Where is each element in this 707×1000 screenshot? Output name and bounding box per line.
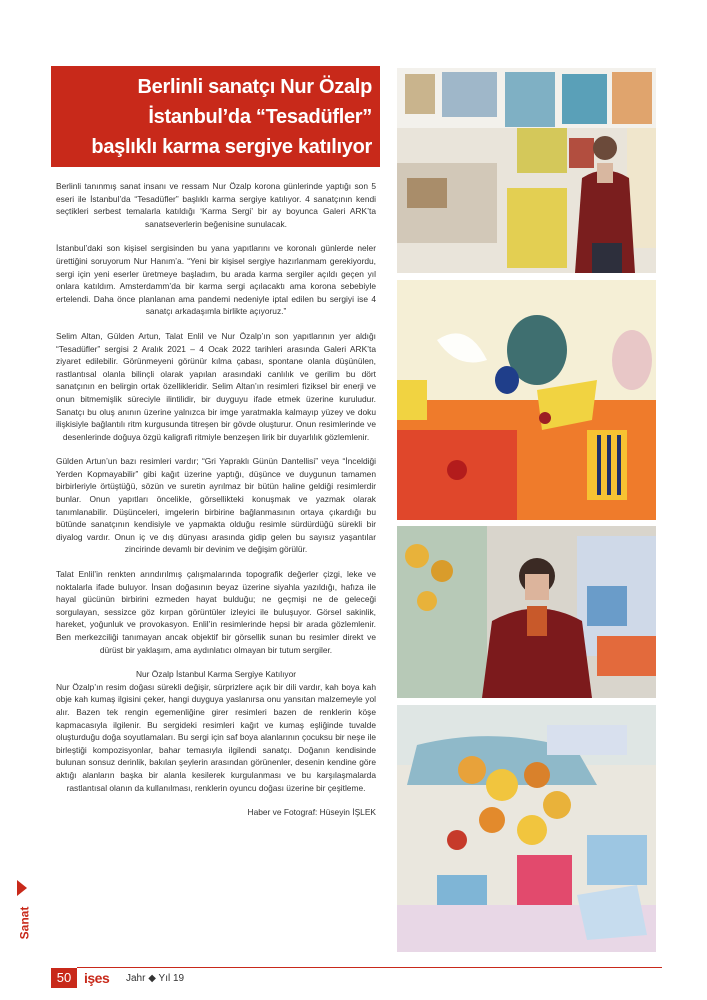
issue-info: Jahr ◆ Yıl 19 <box>126 973 185 984</box>
headline-line-3: başlıklı karma sergiye katılıyor <box>91 135 372 158</box>
paragraph-talat-enlil: Talat Enlil’in renkten arındırılmış çalışmalarında topografik değerler çizgi, leke ve noktalarla ifade buluyor. İnsan doğasının beyaz üzerine siyahla yazıldığı, hafıza ile hayal gücünün birbirini ezmeden hayat bulduğu; ne geçmişi ne de geleceği sorgulayan, sessizce göz kırpan görüntüler izleyici ile buluşuyor. Görsel sakinlik, hareket, yoğunluk ve provokasyon. Enlil’in resimlerinde hepsi bir arada gözlemlenir. Ben merkezciliği tanımayan ancak objektif bir görsellik sunan bu resimler direkt ve dürüst bir yaklaşım, ama aydınlatıcı olmayan bir tutum sergiler. <box>56 569 376 655</box>
magazine-logo: işes <box>84 970 110 986</box>
photo-painting-abstract <box>397 280 656 520</box>
paragraph-intro: Berlinli tanınmış sanat insanı ve ressam Nur Özalp korona günlerinde yaptığı son 5 eseri ile İstanbul’da “Tesadüfler” başlıklı karma sergiye katılıyor. 4 sanatçının kendi seçtikleri serbest temalarla katıldığı ‘Karma Sergi’ bir ay boyunca Galeri ARK’ta sanatseverlerin beğenisine sunulacak. <box>56 181 376 229</box>
article-body <box>56 180 376 831</box>
sidebar-arrow-icon <box>17 880 27 896</box>
footer-rule <box>77 967 662 968</box>
paragraph-nur-ozalp: Nur Özalp’ın resim doğası sürekli değişir, sürprizlere açık bir dili vardır, kah boya kah obje kah kumaş ilgisini çeker, hangi duyguya yaslanırsa onu yansıtan malzemeyle yol alır. Bazen tek rengin egemenliğine girer resimleri bazen de renklerin köşe kapmacasıyla ilgilenir. Bu sergideki resimleri kağıt ve kumaş eşliğinde tuvalde oluşturduğu doğa soyutlamaları. Bu sergi için saf boya alanlarının çocuksu bir neşe ile birleştiği kompozisyonlar, bahar temasıyla ilgilendi sanatçı. Doğanın kendisinde bulunan sonsuz derinlik, bakılan şeylerin arasından görünenler, desenin kendine göre aktığı alanların başka bir alanla kesilerek kurgulanması ve bu karşılaşmalarda rastlantısal olanın da kullanılması, renklerin oyuncu doğası üzerine bir çeşitleme. <box>56 681 376 793</box>
section-label: Sanat <box>17 906 32 940</box>
paragraph-exhibition: Selim Altan, Gülden Artun, Talat Enlil ve Nur Özalp’ın son yapıtlarının yer aldığı “Tesadüfler” sergisi 2 Aralık 2021 – 4 Ocak 2022 tarihleri arasında Galeri ARK’ta ziyaret edilebilir. Görünmeyeni görünür kılma çabası, spontane olanla düşünülen, rastlantısal olanla bilinçli olarak yapılan arasındaki canlılık ve gerilim bu dört sanatçının en belirgin ortak özellikleridir. Selim Altan’ın resimleri fiziksel bir enerji ve onun bitmemişlik süreciyle ilintilidir, bir duyguyu ifade etmek üzerine kuruludur. Sanatçı bu oluş anının üzerine yalnızca bir imge yaratmakla kalmayıp yüzey ve doku ilişkisiyle bağlantılı ritm kurgusunda titreşen bir gövde oluşturur. Onun resimlerinde ve desenlerinde doğuya özgü kaligrafi ritmiyle benzeşen lirik bir duyarlılık gözlemlenir. <box>56 330 376 442</box>
headline-line-1: Berlinli sanatçı Nur Özalp <box>137 75 372 98</box>
headline-banner <box>51 66 380 167</box>
photo-artist-studio <box>397 68 656 273</box>
paragraph-interview: İstanbul’daki son kişisel sergisinden bu yana yapıtlarını ve koronalı günlerde neler ürettiğini soruyorum Nur Hanım’a. “Yeni bir kişisel sergiye hazırlanmam gerekiyordu, sergi için yeni eserler üretmeye başladım, bu arada karma sergiler açıldı geçen yıl onlara katıldım. Amsterdamm’da bir karma sergi açılacaktı ama korona sebebiyle ertelendi. Daha önce planlanan ama pandemi nedeniyle iptal edilen bu sergiyi ise 4 sanatçı arkadaşımla birlikte açıyoruz.” <box>56 243 376 317</box>
photo-credit: Haber ve Fotograf: Hüseyin İŞLEK <box>247 807 376 818</box>
photo-painting-sunflowers <box>397 705 656 952</box>
paragraph-gulden-artun: Gülden Artun’un bazı resimleri vardır; “Gri Yapraklı Günün Dantellisi” veya “İnceldiği Yerden Kopmayabilir” gibi kağıt üzerine yaptığı, düşünce ve duygunun tamamen birbirleriyle örtüştüğü, sözün ve suretin ayrılmaz bir bütün haline geldiği resimlerdir bunlar. Onun yapıtları öncelikle, görsellikteki konuşmak ve yazmak olarak tanımlanabilir. Düşünceleri, imgelerin birbirine bağlanmasının ortaya çıkardığı bu bütünde sanatçının kendisiyle ve yapmakta olduğu resimle sürdürdüğü sürekli bir diyalog vardır. Onun iç ve dış dünyası arasında gidip gelen bu sayısız yaşantılar zincirinde devamlı bir devinim ve değişim görülür. <box>56 456 376 555</box>
page-number: 50 <box>51 968 77 988</box>
headline-line-2: İstanbul’da “Tesadüfler” <box>148 105 372 128</box>
photo-artist-portrait <box>397 526 656 698</box>
article-subheading: Nur Özalp İstanbul Karma Sergiye Katılıyor <box>135 669 297 680</box>
